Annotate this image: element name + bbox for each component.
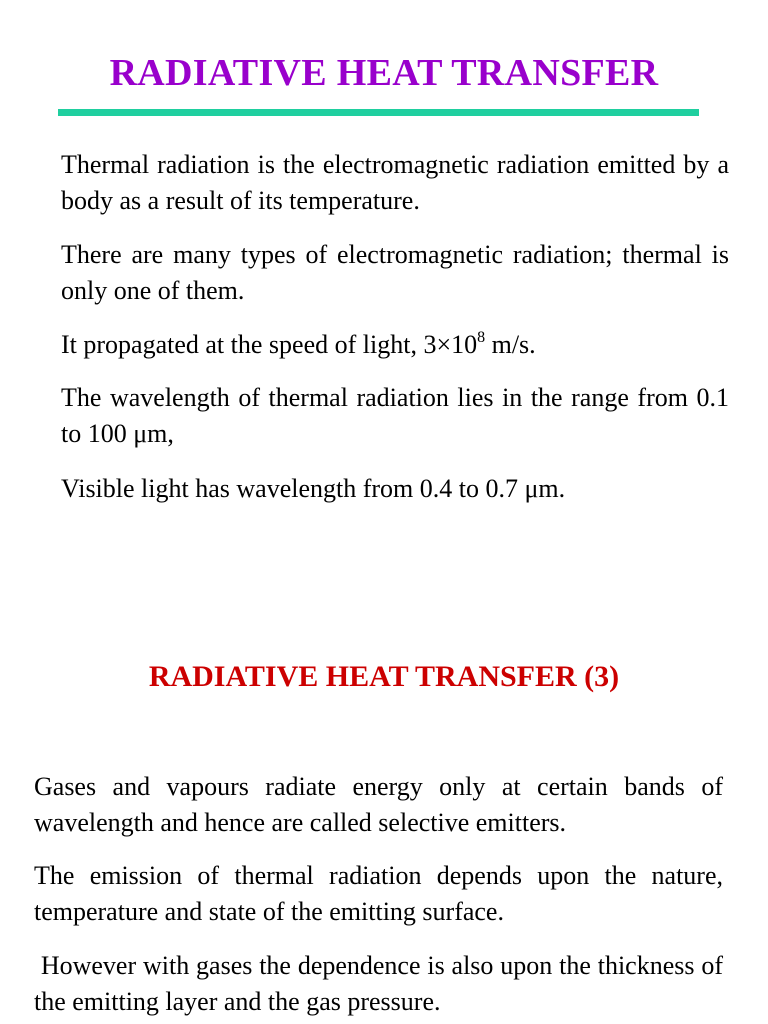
slide-title: RADIATIVE HEAT TRANSFER [109, 52, 659, 94]
paragraph-thermal-radiation: Thermal radiation is the electromagnetic radiation emitted by a body as a result of its temperature. [61, 150, 729, 215]
paragraph-selective-emitters: Gases and vapours radiate energy only at certain bands of wavelength and hence are called selective emitters. [34, 772, 723, 837]
paragraph-visible-light: Visible light has wavelength from 0.4 to 0.7 μm. [61, 474, 566, 503]
paragraph-wavelength-range: The wavelength of thermal radiation lies in the range from 0.1 to 100 μm, [61, 383, 729, 448]
paragraph-types-of-radiation: There are many types of electromagnetic radiation; thermal is only one of them. [61, 240, 729, 305]
paragraph-gas-dependence: However with gases the dependence is also upon the thickness of the emitting layer and the gas pressure. [34, 951, 730, 1016]
title-underline [58, 109, 699, 116]
slide-title-3: RADIATIVE HEAT TRANSFER (3) [148, 660, 620, 693]
paragraph-emission-dependence: The emission of thermal radiation depends upon the nature, temperature and state of the emitting surface. [34, 861, 723, 926]
speed-unit: m/s. [485, 330, 536, 359]
speed-exponent: 8 [477, 329, 486, 346]
paragraph-speed-of-light [61, 327, 729, 363]
speed-text: It propagated at the speed of light, 3×10 [61, 330, 478, 359]
